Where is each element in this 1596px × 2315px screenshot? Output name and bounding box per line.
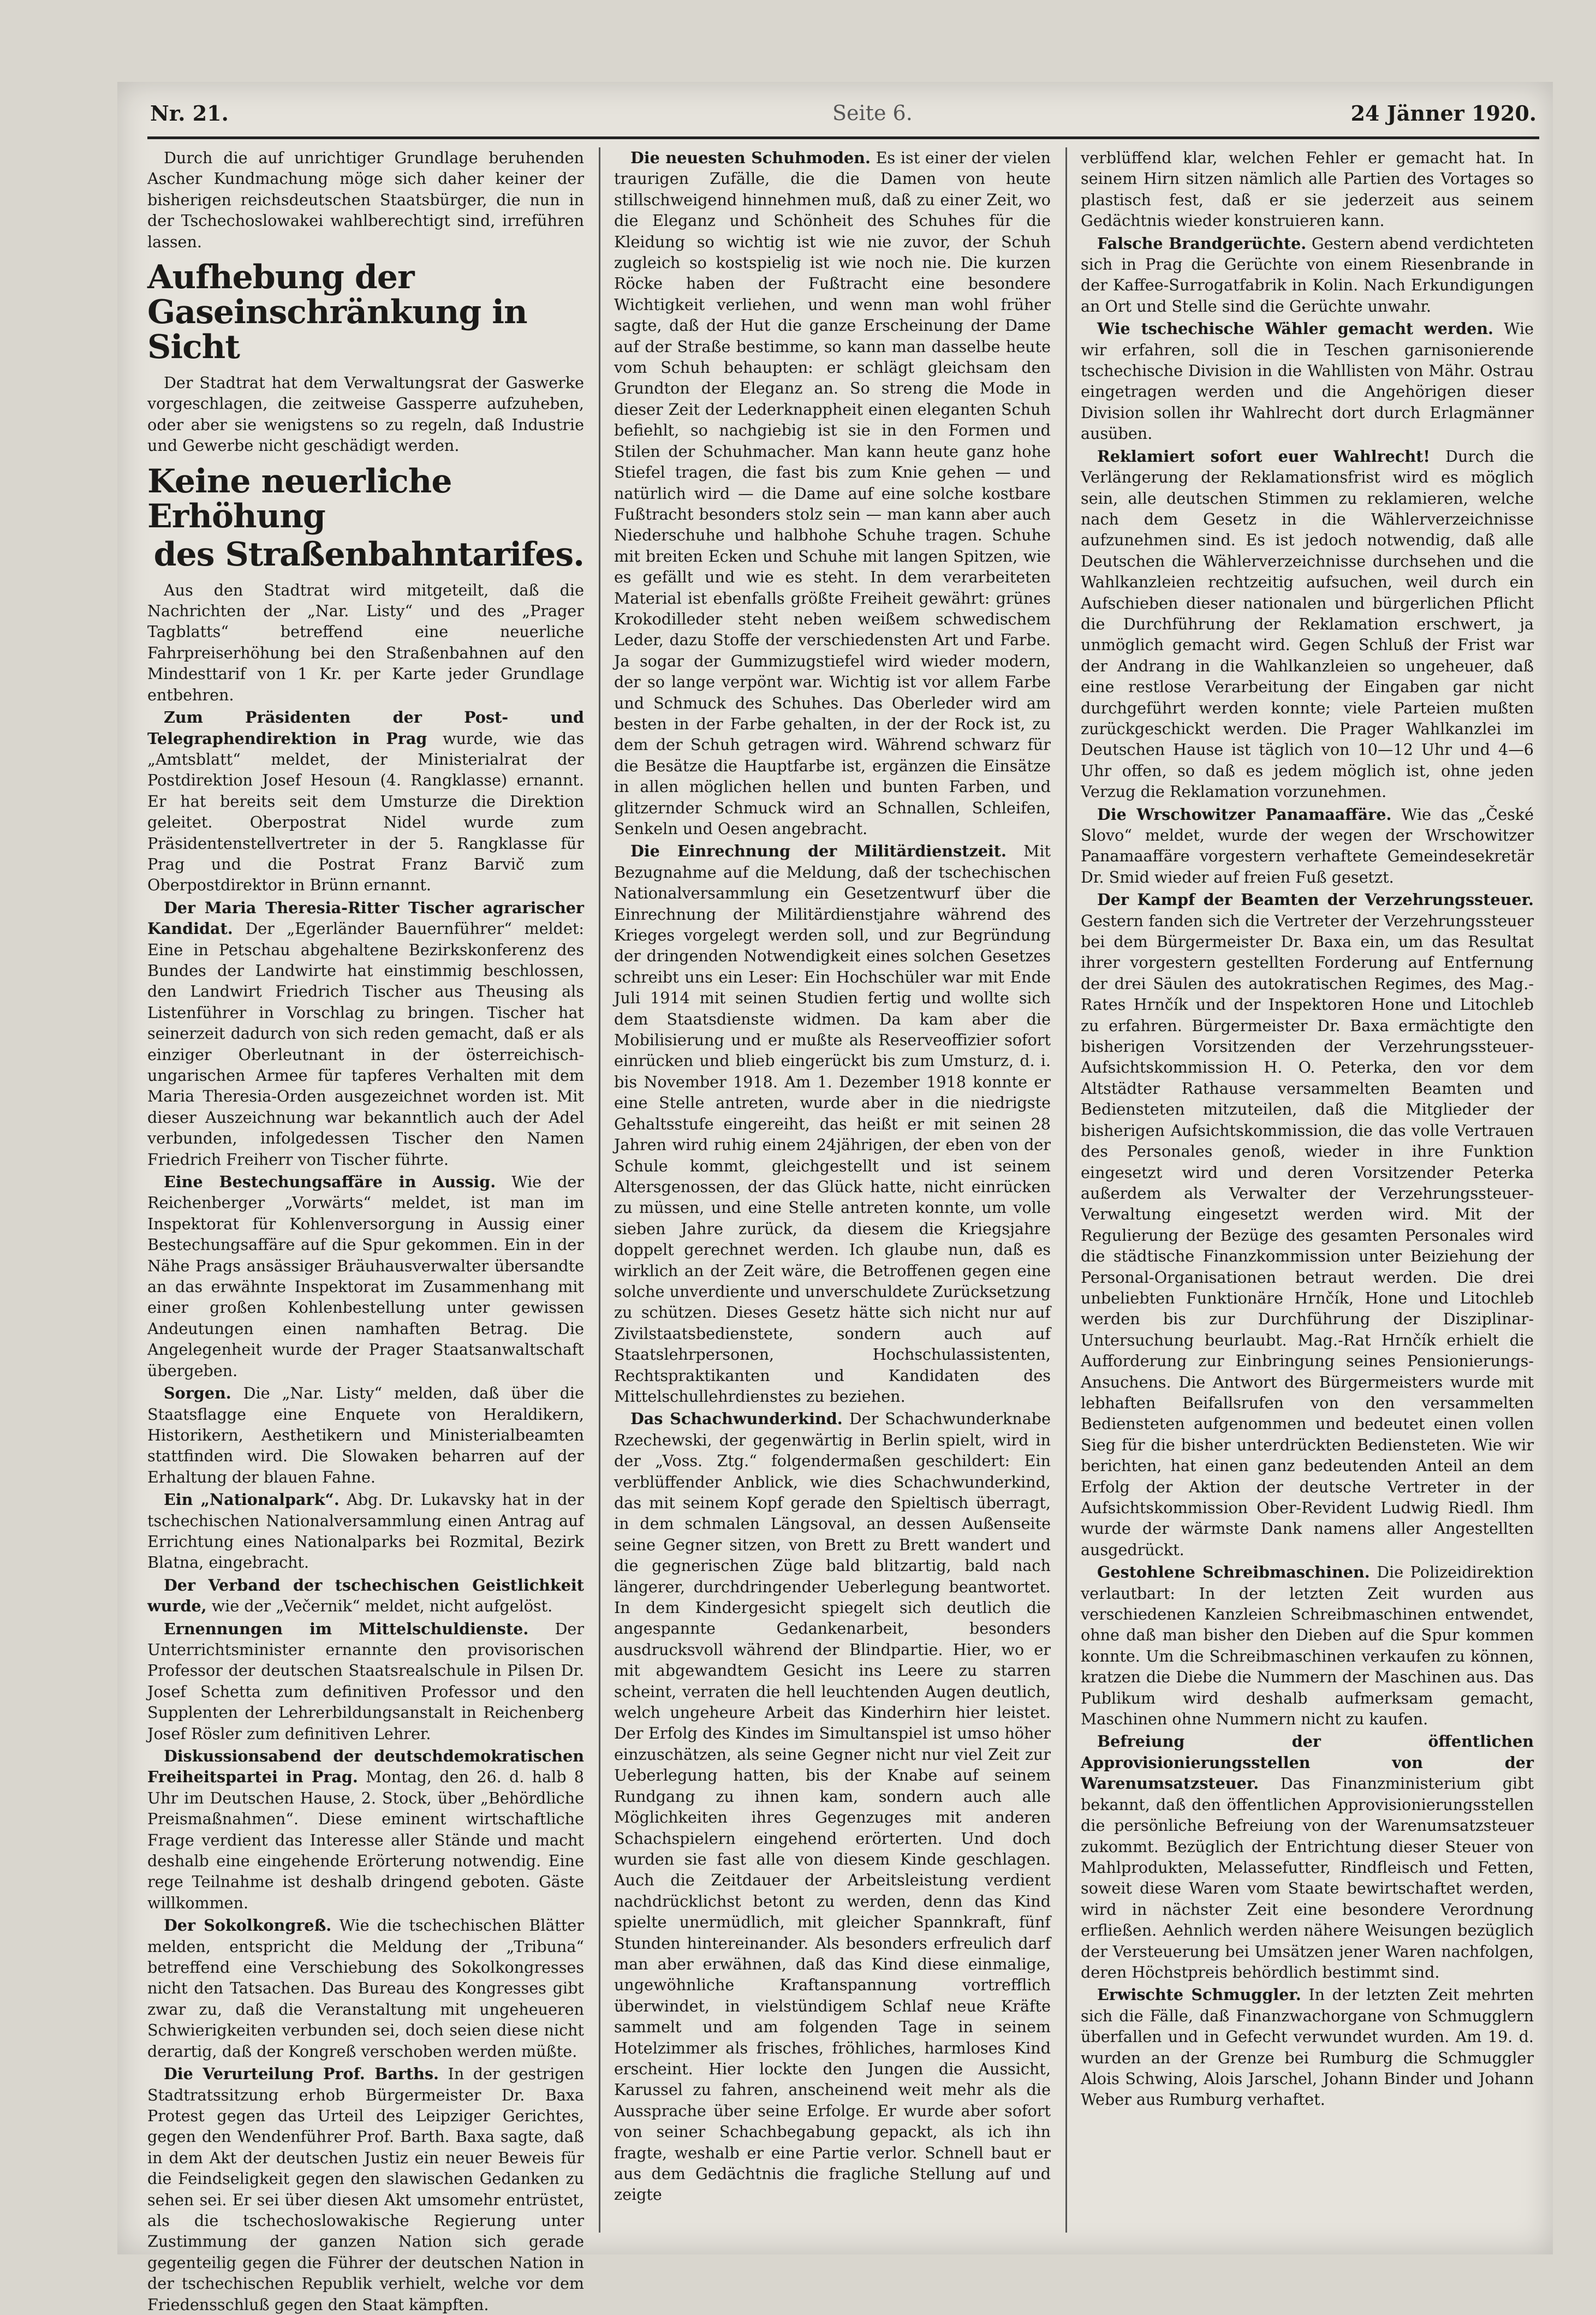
news-item (147, 1618, 584, 1744)
item-body: Es ist einer der vielen traurigen Zufälle, die die Damen von heute stillschweigend hinnehmen muß, daß zu einer Zeit, wo die Eleganz und Schönheit des Schuhes für die Kleidung so wichtig ist wie nie zuvor, der Schuh zugleich so kostspielig ist wie noch nie. Die kurzen Röcke haben der Fußtracht eine besondere Wichtigkeit verliehen, und wenn man wohl früher sagte, daß der Hut die ganze Erscheinung der Dame auf der Straße bestimme, so kann man dasselbe heute vom Schuh behaupten: er schlägt gleichsam den Grundton der Eleganz an. So streng die Mode in dieser Zeit der Lederknappheit einen eleganten Schuh befiehlt, so nachgiebig ist sie in den Formen und Stilen der Schuhmacher. Man kann heute ganz hohe Stiefel tragen, die fast bis zum Knie gehen — und natürlich wird — die Dame auf eine solche kostbare Fußtracht besonders stolz sein — man kann aber auch Niederschuhe und halbhohe Schuhe tragen. Schuhe mit breiten Ecken und Schuhe mit langen Spitzen, wie es gefällt und wie es steht. In dem verarbeiteten Material ist ebenfalls größte Freiheit gewährt: grünes Krokodilleder steht neben weißem schwedischem Leder, dazu Stoffe der verschiedensten Art und Farbe. Ja sogar der Gummizugstiefel wird wieder modern, der so lange verpönt war. Wichtig ist vor allem Farbe und Schmuck des Schuhes. Das Oberleder wird am besten in der Farbe gehalten, in der der Rock ist, zu dem der Schuh getragen wird. Während schwarz für die Besätze die Hauptfarbe ist, ergänzen die Einsätze in allen möglichen hellen und bunten Farben, und glitzernder Schmuck wird an Schnallen, Schleifen, Senkeln und Oesen angebracht. (614, 148, 1051, 838)
article-paragraph: verblüffend klar, welchen Fehler er gemacht hat. In seinem Hirn sitzen nämlich alle Partien des Vortages so plastisch fest, daß er sie jederzeit aus seinem Gedächtnis wieder konstruieren kann. (1081, 148, 1534, 230)
item-body: In der letzten Zeit mehrten sich die Fälle, daß Finanzwachorgane von Schmugglern überfallen und in Gefecht verwundet wurden. Am 19. d. wurden an der Grenze bei Rumburg die Schmuggler Alois Schwing, Alois Jarschel, Johann Binder und Johann Weber aus Rumburg verhaftet. (1081, 1985, 1534, 2109)
item-body: Wie das „České Slovo“ meldet, wurde der wegen der Wrschowitzer Panamaaffäre vorgestern verhaftete Gemeindesekretär Dr. Smid wieder auf freien Fuß gesetzt. (1081, 805, 1534, 886)
item-lead: Falsche Brandgerüchte. (1097, 234, 1307, 253)
article-paragraph: Der Stadtrat hat dem Verwaltungsrat der Gaswerke vorgeschlagen, die zeitweise Gassperre aufzuheben, oder aber sie wenigstens so zu regeln, daß Industrie und Gewerbe nicht geschädigt werden. (147, 373, 584, 455)
news-item (1081, 804, 1534, 888)
item-body: Gestern abend verdichteten sich in Prag die Gerüchte von einem Riesenbrande in der Kaffee-Surrogatfabrik in Kolin. Nach Erkundigungen an Ort und Stelle sind die Gerüchte unwahr. (1081, 234, 1534, 316)
item-lead: Ein „Nationalpark“. (164, 1490, 340, 1509)
item-body: Die Polizeidirektion verlautbart: In der letzten Zeit wurden aus verschiedenen Kanzleien Schreibmaschinen entwendet, ohne daß man bisher den Dieben auf die Spur kommen konnte. Um die Schreibmaschinen verkaufen zu können, kratzen die Diebe die Nummern der Maschinen aus. Das Publikum wird deshalb aufmerksam gemacht, Maschinen ohne Nummern nicht zu kaufen. (1081, 1563, 1534, 1729)
article-headline: des Straßenbahntarifes. (153, 535, 584, 574)
item-body: Der Schachwunderknabe Rzechewski, der gegenwärtig in Berlin spielt, wird in der „Voss. Ztg.“ folgendermaßen geschildert: Ein verblüffender Anblick, wie dies Schachwunderkind, das mit seinem Kopf gerade den Spieltisch überragt, in dem schmalen Längsoval, an dessen Außenseite seine Gegner sitzen, von Brett zu Brett wandert und die gegnerischen Züge bald blitzartig, bald nach längerer, durchdringender Ueberlegung beantwortet. In dem Kindergesicht spiegelt sich deutlich die angespannte Gedankenarbeit, besonders ausdrucksvoll während der Blindpartie. Hier, wo er mit abgewandtem Gesicht ins Leere zu starren scheint, verraten die hell leuchtenden Augen deutlich, welch ungeheure Arbeit das Kinderhirn hier leistet. Der Erfolg des Kindes im Simultanspiel ist umso höher einzuschätzen, als seine Gegner nicht nur viel Zeit zur Ueberlegung hatten, bis der Knabe auf seinem Rundgang zu ihnen kam, sondern auch alle Möglichkeiten ihres Gegenzuges mit anderen Schachspielern eingehend erörterten. Und doch wurden sie fast alle von diesem Kinde geschlagen. Auch die Zeitdauer der Arbeitsleistung verdient nachdrücklichst betont zu werden, denn das Kind spielte unermüdlich, mit gleicher Spannkraft, fünf Stunden hintereinander. Als besonders erfreulich darf man aber erwähnen, daß das Kind diese einmalige, ungewöhnliche Kraftanspannung vortrefflich überwindet, in vielstündigem Schlaf neue Kräfte sammelt und am folgenden Tage in seinem Hotelzimmer als frisches, fröhliches, harmloses Kind erscheint. Hier lockte den Jungen die Aussicht, Karussel zu fahren, anscheinend weit mehr als die Aussprache über seine Erfolge. Er wurde aber sofort von seiner Schachbegabung gepackt, als ich ihn fragte, weshalb er eine Partie verlor. Schnell baut er aus dem Gedächtnis die fragliche Stellung auf und zeigte (614, 1409, 1051, 2204)
item-body: In der gestrigen Stadtratssitzung erhob Bürgermeister Dr. Baxa Protest gegen das Urteil des Leipziger Gerichtes, gegen den Wendenführer Prof. Barth. Baxa sagte, daß in dem Akt der deutschen Justiz ein neuer Beweis für die Feindseligkeit gegen den slawischen Gedanken zu sehen sei. Er sei über diesen Akt umsomehr entrüstet, als die tschechoslowakische Regierung unter Zustimmung der ganzen Nation sich gerade gegenteilig gegen die Führer der deutschen Nation in der tschechischen Republik verhielt, welche vor dem Friedensschluß gegen den Staat kämpften. (147, 2064, 584, 2314)
article-paragraph: Durch die auf unrichtiger Grundlage beruhenden Ascher Kundmachung möge sich daher keiner der bisherigen reichsdeutschen Staatsbürger, die nun in der Tschechoslowakei wahlberechtigt sind, irreführen lassen. (147, 148, 584, 251)
item-body: Wie wir erfahren, soll die in Teschen garnisonierende tschechische Division in die Wahllisten von Mähr. Ostrau eingetragen werden und die Angehörigen dieser Division sollen ihr Wahlrecht dort durch Erlagmänner ausüben. (1081, 319, 1534, 443)
news-item (147, 897, 584, 1170)
header-rule (147, 136, 1539, 139)
article-headline: Aufhebung der Gaseinschränkung in Sicht (147, 258, 527, 367)
news-item (147, 1171, 584, 1381)
item-body: Durch die Verlängerung der Reklamationsfrist wird es möglich sein, alle deutschen Stimmen zu reklamieren, welche nach dem Gesetz in die Wählerverzeichnisse aufzunehmen sind. Es ist jedoch notwendig, daß alle Deutschen die Wählerverzeichnisse durchsehen und die Wahlkanzleien rechtzeitig aufsuchen, weil durch ein Aufschieben dieser nationalen und bürgerlichen Pflicht die Durchführung der Reklamation erschwert, ja unmöglich gemacht wird. Gegen Schluß der Frist war der Andrang in die Wahlkanzleien so ungeheuer, daß eine restlose Verarbeitung der Eingaben gar nicht durchgeführt werden konnte; viele Parteien mußten zurückgeschickt werden. Die Prager Wahlkanzlei im Deutschen Hause ist täglich von 10—12 Uhr und 4—6 Uhr offen, so daß es jedem möglich ist, ohne jeden Verzug die Reklamation vorzunehmen. (1081, 447, 1534, 801)
item-body: Der Unterrichtsminister ernannte den provisorischen Professor der deutschen Staatsrealschule in Pilsen Dr. Josef Schetta zum definitiven Professor und den Supplenten der Lehrerbildungsanstalt in Reichenberg Josef Rösler zum definitiven Lehrer. (147, 1619, 584, 1743)
news-item (147, 707, 584, 896)
item-lead: Sorgen. (164, 1384, 231, 1403)
news-item (614, 147, 1051, 839)
news-item (147, 1575, 584, 1617)
item-lead: Die Wrschowitzer Panamaaffäre. (1097, 805, 1392, 824)
column-divider (1065, 147, 1067, 2233)
news-item (614, 1408, 1051, 2205)
item-lead: Die Verurteilung Prof. Barths. (164, 2064, 439, 2084)
column-divider (599, 147, 600, 2233)
item-lead: Das Schachwunderkind. (630, 1409, 843, 1429)
news-item (147, 2063, 584, 2315)
columns (147, 147, 1539, 2314)
news-item (614, 841, 1051, 1407)
item-body: Abg. Dr. Lukavsky hat in der tschechischen Nationalversammlung einen Antrag auf Errichtung eines Nationalparks bei Rozmital, Bezirk Blatna, eingebracht. (147, 1490, 584, 1572)
item-lead: Diskussionsabend der deutschdemokratischen Freiheitspartei in Prag. (147, 1747, 584, 1787)
article-paragraph: Aus den Stadtrat wird mitgeteilt, daß die Nachrichten der „Nar. Listy“ und des „Prager Tagblatts“ betreffend eine neuerliche Fahrpreiserhöhung bei den Straßenbahnen auf den Mindesttarif von 1 Kr. per Karte jeder Grundlage entbehren. (147, 580, 584, 704)
column-3 (1081, 147, 1534, 2233)
item-lead: Die Einrechnung der Militärdienstzeit. (630, 842, 1007, 861)
news-item (147, 1915, 584, 2062)
issue-date: 24 Jänner 1920. (1350, 101, 1537, 126)
newspaper-page (117, 82, 1553, 2314)
item-body: Gestern fanden sich die Vertreter der Verzehrungssteuer bei dem Bürgermeister Dr. Baxa ein, um das Resultat ihrer vorgestern gestellten Forderung auf Entfernung der drei Säulen des autokratischen Regimes, des Mag.-Rates Hrnčík und der Inspektoren Hone und Litochleb zu erfahren. Bürgermeister Dr. Baxa ermächtigte den bisherigen Vorsitzenden der Verzehrungssteuer-Aufsichtskommission H. O. Peterka, den vor dem Altstädter Rathause versammelten Beamten und Bediensteten mitzuteilen, daß die Mitglieder der bisherigen Aufsichtskommission, die das volle Vertrauen des Personales genoß, wieder in ihre Funktion eingesetzt wird und deren Vorsitzender Peterka außerdem als Verwalter der Verzehrungssteuer-Verwaltung eingesetzt werden wird. Mit der Regulierung der Bezüge des gesamten Personales wird die städtische Finanzkommission unter Beiziehung der Personal-Organisationen betraut werden. Die drei unbeliebten Funktionäre Hrnčík, Hone und Litochleb werden bis zur Durchführung der Disziplinar-Untersuchung beurlaubt. Mag.-Rat Hrnčík erhielt die Aufforderung zur Einbringung seines Pensionierungs-Ansuchens. Die Antwort des Bürgermeisters wurde mit lebhaften Beifallsrufen von den versammelten Bediensteten aufgenommen und bedeutet einen vollen Sieg für die bisher unterdrückten Bediensteten. Wie wir berichten, hat einen ganz bedeutenden Anteil an dem Erfolg der Aktion der deutsche Vertreter in der Aufsichtskommission Ober-Revident Ludwig Riedl. Ihm wurde der wärmste Dank namens aller Angestellten ausgedrückt. (1081, 911, 1534, 1559)
news-item (1081, 233, 1534, 317)
item-body: Wie die tschechischen Blätter melden, entspricht die Meldung der „Tribuna“ betreffend eine Verschiebung des Sokolkongresses nicht den Tatsachen. Das Bureau des Kongresses gibt zwar zu, daß die Veranstaltung mit ungeheueren Schwierigkeiten verbunden sei, doch seien diese nicht derartig, daß der Kongreß verschoben werden müßte. (147, 1916, 584, 2061)
news-item (1081, 1731, 1534, 1983)
item-lead: Gestohlene Schreibmaschinen. (1097, 1563, 1370, 1582)
item-body: Der „Egerländer Bauernführer“ meldet: Eine in Petschau abgehaltene Bezirkskonferenz des Bundes der Landwirte hat einstimmig beschlossen, den Landwirt Friedrich Tischer aus Theusing als Listenführer in Vorschlag zu bringen. Tischer hat seinerzeit dadurch von sich reden gemacht, daß er als einziger Oberleutnant in der österreichisch-ungarischen Armee für tapferes Verhalten mit dem Maria Theresia-Orden ausgezeichnet worden ist. Mit dieser Auszeichnung war bekanntlich auch der Adel verbunden, infolgedessen Tischer den Namen Friedrich Freiherr von Tischer führte. (147, 919, 584, 1169)
news-item (147, 1489, 584, 1573)
news-item (147, 1383, 584, 1487)
news-item (1081, 446, 1534, 802)
item-lead: Der Verband der tschechischen Geistlichkeit wurde, (147, 1575, 584, 1616)
news-item (1081, 1562, 1534, 1729)
item-body: Wie der Reichenberger „Vorwärts“ meldet, ist man im Inspektorat für Kohlenversorgung in Aussig einer Bestechungsaffäre auf die Spur gekommen. Ein in der Nähe Prags ansässiger Bräuhausverwalter übersandte an das erwähnte Inspektorat im Zusammenhang mit einer großen Kohlenbestellung unter gewissen Andeutungen einen namhaften Betrag. Die Angelegenheit wurde der Prager Staatsanwaltschaft übergeben. (147, 1173, 584, 1380)
item-lead: Ernennungen im Mittelschuldienste. (164, 1619, 529, 1638)
issue-number: Nr. 21. (150, 101, 229, 126)
news-item (1081, 318, 1534, 444)
item-lead: Erwischte Schmuggler. (1097, 1985, 1301, 2004)
item-lead: Reklamiert sofort euer Wahlrecht! (1097, 447, 1430, 466)
item-body: Montag, den 26. d. halb 8 Uhr im Deutschen Hause, 2. Stock, über „Behördliche Preismaßnahmen“. Diese eminent wirtschaftliche Frage verdient das Interesse aller Stände und macht deshalb eine eingehende Erörterung notwendig. Eine rege Teilnahme ist deshalb dringend geboten. Gäste willkommen. (147, 1768, 584, 1912)
item-lead: Der Maria Theresia-Ritter Tischer agrarischer Kandidat. (147, 898, 584, 938)
item-lead: Wie tschechische Wähler gemacht werden. (1097, 319, 1493, 338)
item-body: Mit Bezugnahme auf die Meldung, daß der tschechischen Nationalversammlung ein Gesetzentwurf über die Einrechnung der Militärdienstjahre während des Krieges vorgelegt werden soll, und zur Begründung der dringenden Notwendigkeit eines solchen Gesetzes schreibt uns ein Leser: Ein Hochschüler war mit Ende Juli 1914 mit seinen Studien fertig und wollte sich dem Staatsdienste widmen. Da kam aber die Mobilisierung und er mußte als Reserveoffizier sofort einrücken und blieb eingerückt bis zum Umsturz, d. i. bis November 1918. Am 1. Dezember 1918 konnte er eine Stelle antreten, wurde aber in die niedrigste Gehaltsstufe eingereiht, das heißt er mit seinen 28 Jahren wird ruhig einem 24jährigen, der eben von der Schule kommt, gleichgestellt und ist seinem Altersgenossen, der das Glück hatte, nicht einrücken zu müssen, und eine Stelle antreten konnte, um volle sieben Jahre zurück, da diesem die Kriegsjahre doppelt gerechnet werden. Ich glaube nun, daß es wirklich an der Zeit wäre, die Betroffenen gegen eine solche unverdiente und unverschuldete Zurücksetzung zu schützen. Dieses Gesetz hätte sich nicht nur auf Zivilstaatsbedienstete, sondern auch auf Staatslehrpersonen, Hochschulassistenten, Rechtspraktikanten und Kandidaten des Mittelschullehrdienstes zu beziehen. (614, 842, 1051, 1406)
item-lead: Die neuesten Schuhmoden. (630, 148, 871, 167)
item-lead: Befreiung der öffentlichen Approvisionierungsstellen von der Warenumsatzsteuer. (1081, 1732, 1534, 1793)
item-lead: Zum Präsidenten der Post- und Telegraphendirektion in Prag (147, 708, 584, 748)
column-1 (147, 147, 584, 2314)
page-number: Seite 6. (832, 101, 913, 125)
item-body: wurde, wie das „Amtsblatt“ meldet, der Ministerialrat der Postdirektion Josef Hesoun (4. Rangklasse) ernannt. Er hat bereits seit dem Umsturze die Direktion geleitet. Oberpostrat Nidel wurde zum Präsidentenstellvertreter in der 5. Rangklasse für Prag und die Postrat Franz Barvič zum Oberpostdirektor in Brünn ernannt. (147, 729, 584, 895)
column-2 (614, 147, 1051, 2233)
item-body: Die „Nar. Listy“ melden, daß über die Staatsflagge eine Enquete von Heraldikern, Historikern, Aesthetikern und Ministerialbeamten stattfinden wird. Die Slowaken beharren auf der Erhaltung der blauen Fahne. (147, 1384, 584, 1486)
item-body: wie der „Večernik“ meldet, nicht aufgelöst. (211, 1597, 553, 1616)
page-header (150, 101, 1537, 134)
item-lead: Eine Bestechungsaffäre in Aussig. (164, 1173, 496, 1192)
news-item (1081, 889, 1534, 1560)
item-body: Das Finanzministerium gibt bekannt, daß den öffentlichen Approvisionierungsstellen die persönliche Befreiung von der Warenumsatzsteuer zukommt. Bezüglich der Entrichtung dieser Steuer von Mahlprodukten, Melassefutter, Rindfleisch und Fetten, soweit diese Waren vom Staate bewirtschaftet werden, wird in nächster Zeit eine besondere Verordnung erfließen. Aehnlich werden nähere Weisungen bezüglich der Versteuerung bei Umsätzen jener Waren nachfolgen, deren Höchstpreis behördlich bestimmt sind. (1081, 1774, 1534, 1981)
article-headline: Keine neuerliche Erhöhung (147, 462, 452, 535)
item-lead: Der Sokolkongreß. (164, 1916, 332, 1935)
news-item (147, 1746, 584, 1913)
item-lead: Der Kampf der Beamten der Verzehrungssteuer. (1097, 890, 1534, 909)
news-item (1081, 1984, 1534, 2110)
